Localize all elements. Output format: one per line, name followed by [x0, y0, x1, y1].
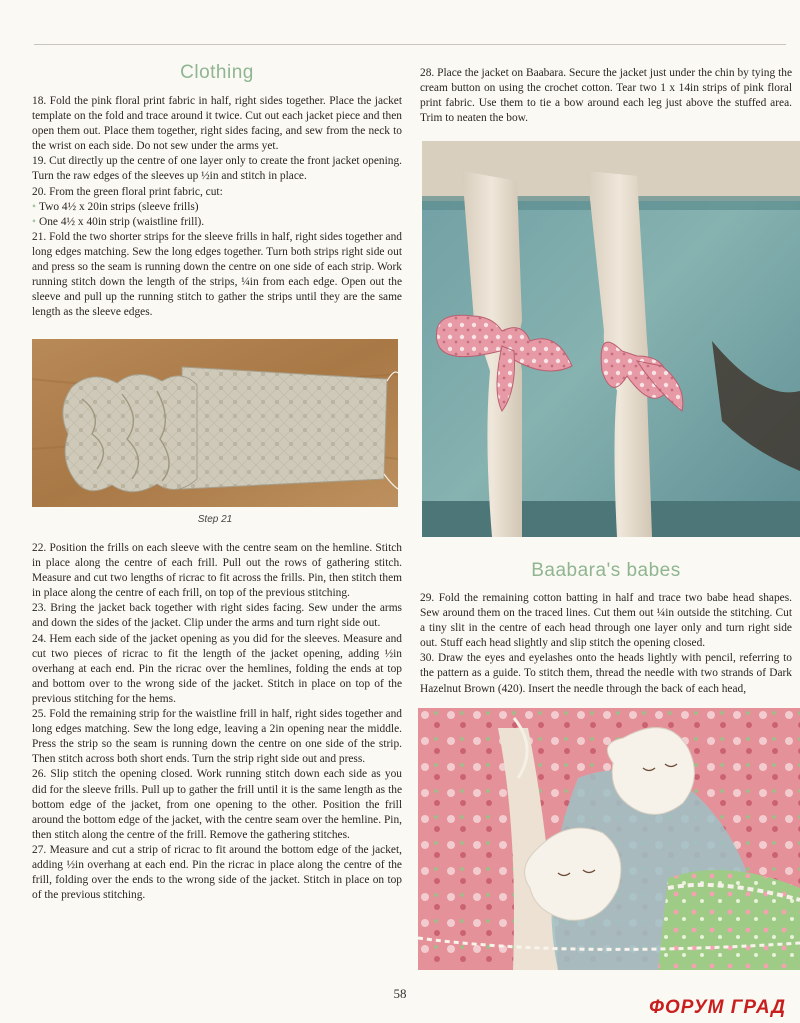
bullet-dot-icon: •	[32, 200, 36, 213]
page-number: 58	[393, 986, 407, 1001]
step-19: 19. Cut directly up the centre of one layer only to create the front jacket opening. Turn the raw edges of the sleeves up ½in and stitch in place.	[32, 155, 402, 183]
babes-heading: Baabara's babes	[531, 560, 681, 581]
bullet-text: Two 4½ x 20in strips (sleeve frills)	[39, 200, 199, 213]
clothing-heading: Clothing	[180, 62, 254, 83]
bullet-item	[32, 215, 402, 230]
step-20: 20. From the green floral print fabric, cut:	[32, 185, 223, 198]
legs-bows-photo	[422, 141, 800, 537]
step-22: 22. Position the frills on each sleeve with the centre seam on the hemline. Stitch in place along the centre of each frill. Pull out the rows of gathering stitch. Measure and cut two lengths of ricrac to fit across the frills. Pin, then stitch them in place along the centre of each frill, on top of the previous stitching.	[32, 542, 402, 600]
right-column-top	[420, 66, 792, 126]
step-28: 28. Place the jacket on Baabara. Secure the jacket just under the chin by tying the cream button on using the crochet cotton. Tear two 1 x 14in strips of pink floral print fabric. Use them to tie a bow around each leg just above the stuffed area. Trim to neaten the bow.	[420, 67, 792, 125]
step-29: 29. Fold the remaining cotton batting in half and trace two babe head shapes. Sew around them on the traced lines. Cut them out ¼in outside the stitching. Cut a tiny slit in the centre of each head through one layer only and turn right side out. Stuff each head slightly and slip stitch the opening closed.	[420, 592, 792, 650]
bullet-dot-icon: •	[32, 215, 36, 228]
top-rule	[34, 44, 786, 45]
step-30: 30. Draw the eyes and eyelashes onto the heads lightly with pencil, referring to the pattern as a guide. To stitch them, thread the needle with two strands of Dark Hazelnut Brown (420). Insert the needle through the back of each head,	[420, 652, 792, 695]
step-21-photo	[32, 339, 398, 507]
bullet-text: One 4½ x 40in strip (waistline frill).	[39, 215, 205, 228]
step-18: 18. Fold the pink floral print fabric in half, right sides together. Place the jacket template on the fold and trace around it twice. Cut out each jacket piece and then open them out. Place them together, right sides facing, and sew from the neck to the wrist on each side. Do not sew under the arms yet.	[32, 95, 402, 153]
step-26: 26. Slip stitch the opening closed. Work running stitch down each side as you did for the sleeve frills. Pull up to gather the frill until it is the same length as the bottom edge of the jacket, from one opening to the other. Position the frill around the bottom edge of the jacket, with the centre seam over the hemline. Pin, then stitch along the centre of the frill. Remove the gathering stitches.	[32, 768, 402, 841]
step-23: 23. Bring the jacket back together with right sides facing. Sew under the arms and down the sides of the jacket. Clip under the arms and turn right side out.	[32, 602, 402, 630]
bullet-item	[32, 200, 402, 215]
right-column-bottom	[420, 560, 792, 697]
step-27: 27. Measure and cut a strip of ricrac to fit around the bottom edge of the jacket, adding ½in overhang at each end. Pin the ricrac in place along the centre of the frill, folding over the ends to the wrong side of the jacket. Stitch in place on top of the previous stitching.	[32, 843, 402, 902]
left-column	[32, 62, 402, 320]
babes-photo	[418, 708, 800, 970]
photo-caption: Step 21	[197, 514, 233, 525]
forum-watermark: ФОРУМ ГРАД	[649, 997, 786, 1018]
step-25: 25. Fold the remaining strip for the waistline frill in half, right sides together and long edges matching. Sew the long edge, leaving a 2in opening near the middle. Press the strip so the seam is running down the centre on one side of the strip. Then stitch across both short ends. Turn the strip right side out and press.	[32, 708, 402, 766]
step-24: 24. Hem each side of the jacket opening as you did for the sleeves. Measure and cut two pieces of ricrac to fit the length of the jacket opening, adding ½in overhang at each end. Pin the ricrac over the hemlines, folding the ends at top and bottom over to the wrong side of the jacket. Stitch in place on top of the previous stitching for the hems.	[32, 632, 402, 705]
step-21: 21. Fold the two shorter strips for the sleeve frills in half, right sides together and long edges matching. Sew the long edges together. Turn both strips right side out and press so the seam is running down the centre on one side of each strip. Work running stitch down the length of the strips, ¼in from each edge. Open out the sleeve and pull up the running stitch to gather the strips until they are the same length as the sleeve edges.	[32, 230, 402, 319]
left-column-bottom	[32, 541, 402, 903]
